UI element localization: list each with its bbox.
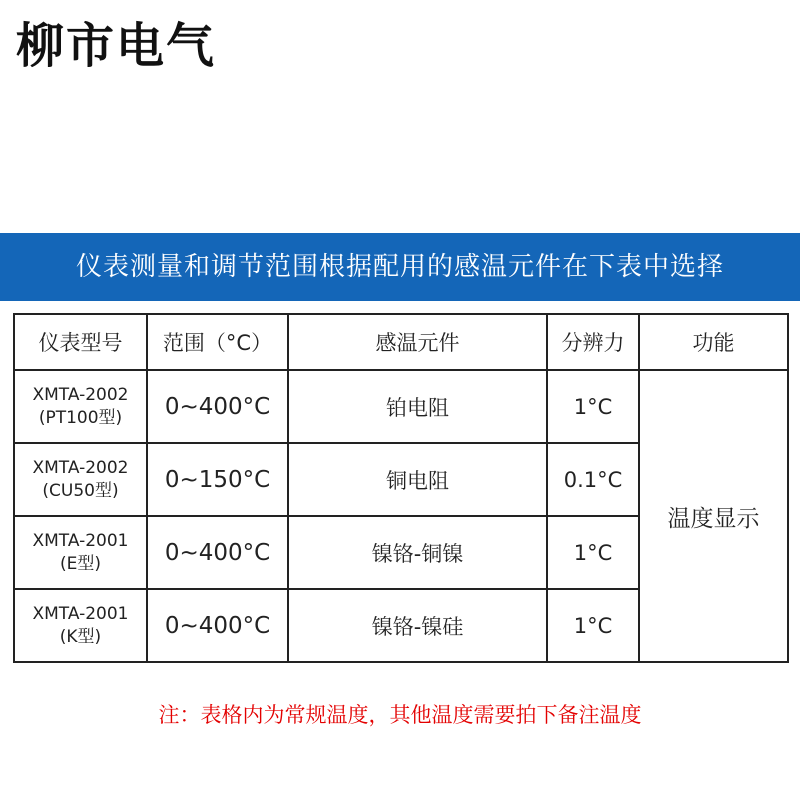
- table-header-row: [14, 314, 788, 370]
- model-type: (K型): [59, 626, 102, 647]
- resolution-cell: 1°C: [547, 516, 639, 589]
- resolution-cell: 1°C: [547, 589, 639, 662]
- header-sensor: 感温元件: [288, 314, 547, 370]
- model-number: XMTA-2001: [32, 603, 129, 624]
- resolution-cell: 1°C: [547, 370, 639, 443]
- range-cell: 0~150°C: [147, 443, 288, 516]
- function-cell: 温度显示: [639, 370, 788, 662]
- range-cell: 0~400°C: [147, 589, 288, 662]
- selection-banner: 仪表测量和调节范围根据配用的感温元件在下表中选择: [0, 233, 800, 301]
- model-number: XMTA-2002: [32, 384, 129, 405]
- model-number: XMTA-2002: [32, 457, 129, 478]
- table-row: [14, 370, 788, 443]
- brand-title: 柳市电气: [16, 18, 217, 74]
- header-range: 范围（°C）: [147, 314, 288, 370]
- range-cell: 0~400°C: [147, 370, 288, 443]
- sensor-cell: 铜电阻: [288, 443, 547, 516]
- model-cell: [14, 589, 147, 662]
- model-cell: [14, 443, 147, 516]
- resolution-cell: 0.1°C: [547, 443, 639, 516]
- model-type: (E型): [59, 553, 101, 574]
- model-cell: [14, 516, 147, 589]
- model-cell: [14, 370, 147, 443]
- sensor-cell: 铂电阻: [288, 370, 547, 443]
- spec-table: [13, 313, 789, 663]
- sensor-cell: 镍铬-镍硅: [288, 589, 547, 662]
- header-function: 功能: [639, 314, 788, 370]
- range-cell: 0~400°C: [147, 516, 288, 589]
- sensor-cell: 镍铬-铜镍: [288, 516, 547, 589]
- model-number: XMTA-2001: [32, 530, 129, 551]
- model-type: (CU50型): [42, 480, 119, 501]
- footnote: 注：表格内为常规温度，其他温度需要拍下备注温度: [158, 703, 642, 727]
- header-model: 仪表型号: [14, 314, 147, 370]
- header-resolution: 分辨力: [547, 314, 639, 370]
- model-type: (PT100型): [38, 407, 123, 428]
